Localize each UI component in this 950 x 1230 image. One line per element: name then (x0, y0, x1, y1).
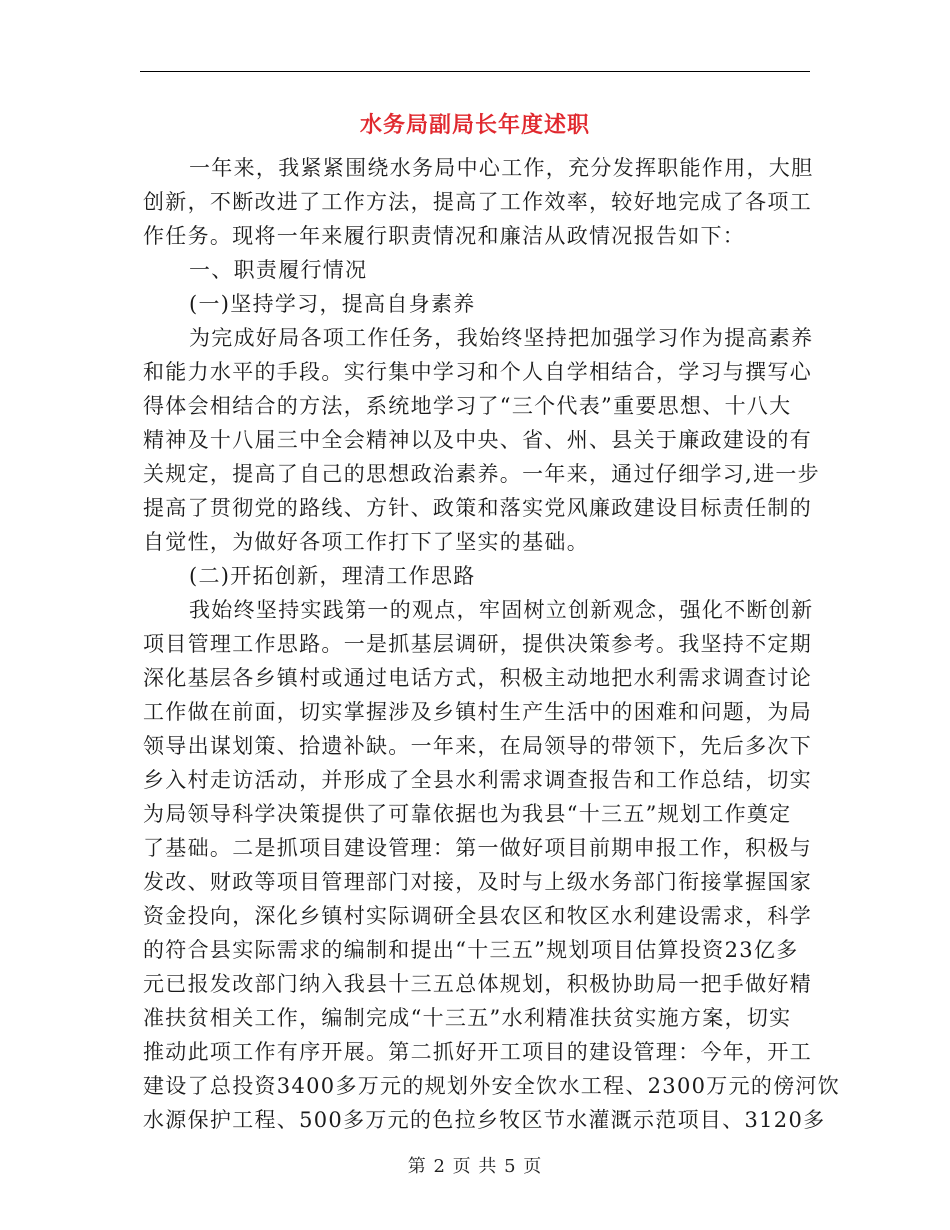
paragraph-line: 建设了总投资3400多万元的规划外安全饮水工程、2300万元的傍河饮 (143, 1074, 841, 1098)
paragraph-line: 深化基层各乡镇村或通过电话方式，积极主动地把水利需求调查讨论 (143, 666, 812, 690)
paragraph-line: 水源保护工程、500多万元的色拉乡牧区节水灌溉示范项目、3120多 (143, 1108, 826, 1132)
paragraph-line: 精神及十八届三中全会精神以及中央、省、州、县关于廉政建设的有 (143, 428, 812, 452)
paragraph-line: 关规定，提高了自己的思想政治素养。一年来，通过仔细学习,进一步 (143, 462, 820, 486)
page-number: 第 2 页 共 5 页 (407, 1156, 543, 1177)
paragraph-line: 得体会相结合的方法，系统地学习了“三个代表”重要思想、十八大 (143, 394, 792, 418)
subsection-heading: (一)坚持学习，提高自身素养 (189, 292, 476, 316)
header-rule (140, 71, 810, 72)
paragraph-line: 为局领导科学决策提供了可靠依据也为我县“十三五”规划工作奠定 (143, 802, 792, 826)
paragraph-line: 我始终坚持实践第一的观点，牢固树立创新观念，强化不断创新 (189, 598, 814, 622)
paragraph-line: 资金投向，深化乡镇村实际调研全县农区和牧区水利建设需求，科学 (143, 904, 812, 928)
paragraph-line: 乡入村走访活动，并形成了全县水利需求调查报告和工作总结，切实 (143, 768, 812, 792)
paragraph-line: 领导出谋划策、拾遗补缺。一年来，在局领导的带领下，先后多次下 (143, 734, 812, 758)
paragraph-line: 了基础。二是抓项目建设管理：第一做好项目前期申报工作，积极与 (143, 836, 812, 860)
paragraph-line: 推动此项工作有序开展。第二抓好开工项目的建设管理：今年，开工 (143, 1040, 812, 1064)
paragraph-line: 元已报发改部门纳入我县十三五总体规划，积极协助局一把手做好精 (143, 972, 812, 996)
document-body (143, 151, 841, 1137)
paragraph-line: 自觉性，为做好各项工作打下了坚实的基础。 (143, 530, 589, 554)
paragraph-line: 工作做在前面，切实掌握涉及乡镇村生产生活中的困难和问题，为局 (143, 700, 812, 724)
paragraph-line: 一年来，我紧紧围绕水务局中心工作，充分发挥职能作用，大胆 (189, 156, 814, 180)
paragraph-line: 创新，不断改进了工作方法，提高了工作效率，较好地完成了各项工 (143, 190, 812, 214)
document-title: 水务局副局长年度述职 (359, 112, 590, 138)
paragraph-line: 发改、财政等项目管理部门对接，及时与上级水务部门衔接掌握国家 (143, 870, 812, 894)
paragraph-line: 项目管理工作思路。一是抓基层调研，提供决策参考。我坚持不定期 (143, 632, 812, 656)
paragraph-line: 和能力水平的手段。实行集中学习和个人自学相结合，学习与撰写心 (143, 360, 812, 384)
paragraph-line: 准扶贫相关工作，编制完成“十三五”水利精准扶贫实施方案，切实 (143, 1006, 792, 1030)
section-heading: 一、职责履行情况 (189, 258, 368, 282)
subsection-heading: (二)开拓创新，理清工作思路 (189, 564, 476, 588)
paragraph-line: 为完成好局各项工作任务，我始终坚持把加强学习作为提高素养 (189, 326, 814, 350)
paragraph-line: 作任务。现将一年来履行职责情况和廉洁从政情况报告如下： (143, 224, 746, 248)
paragraph-line: 的符合县实际需求的编制和提出“十三五”规划项目估算投资23亿多 (143, 938, 799, 962)
paragraph-line: 提高了贯彻党的路线、方针、政策和落实党风廉政建设目标责任制的 (143, 496, 812, 520)
